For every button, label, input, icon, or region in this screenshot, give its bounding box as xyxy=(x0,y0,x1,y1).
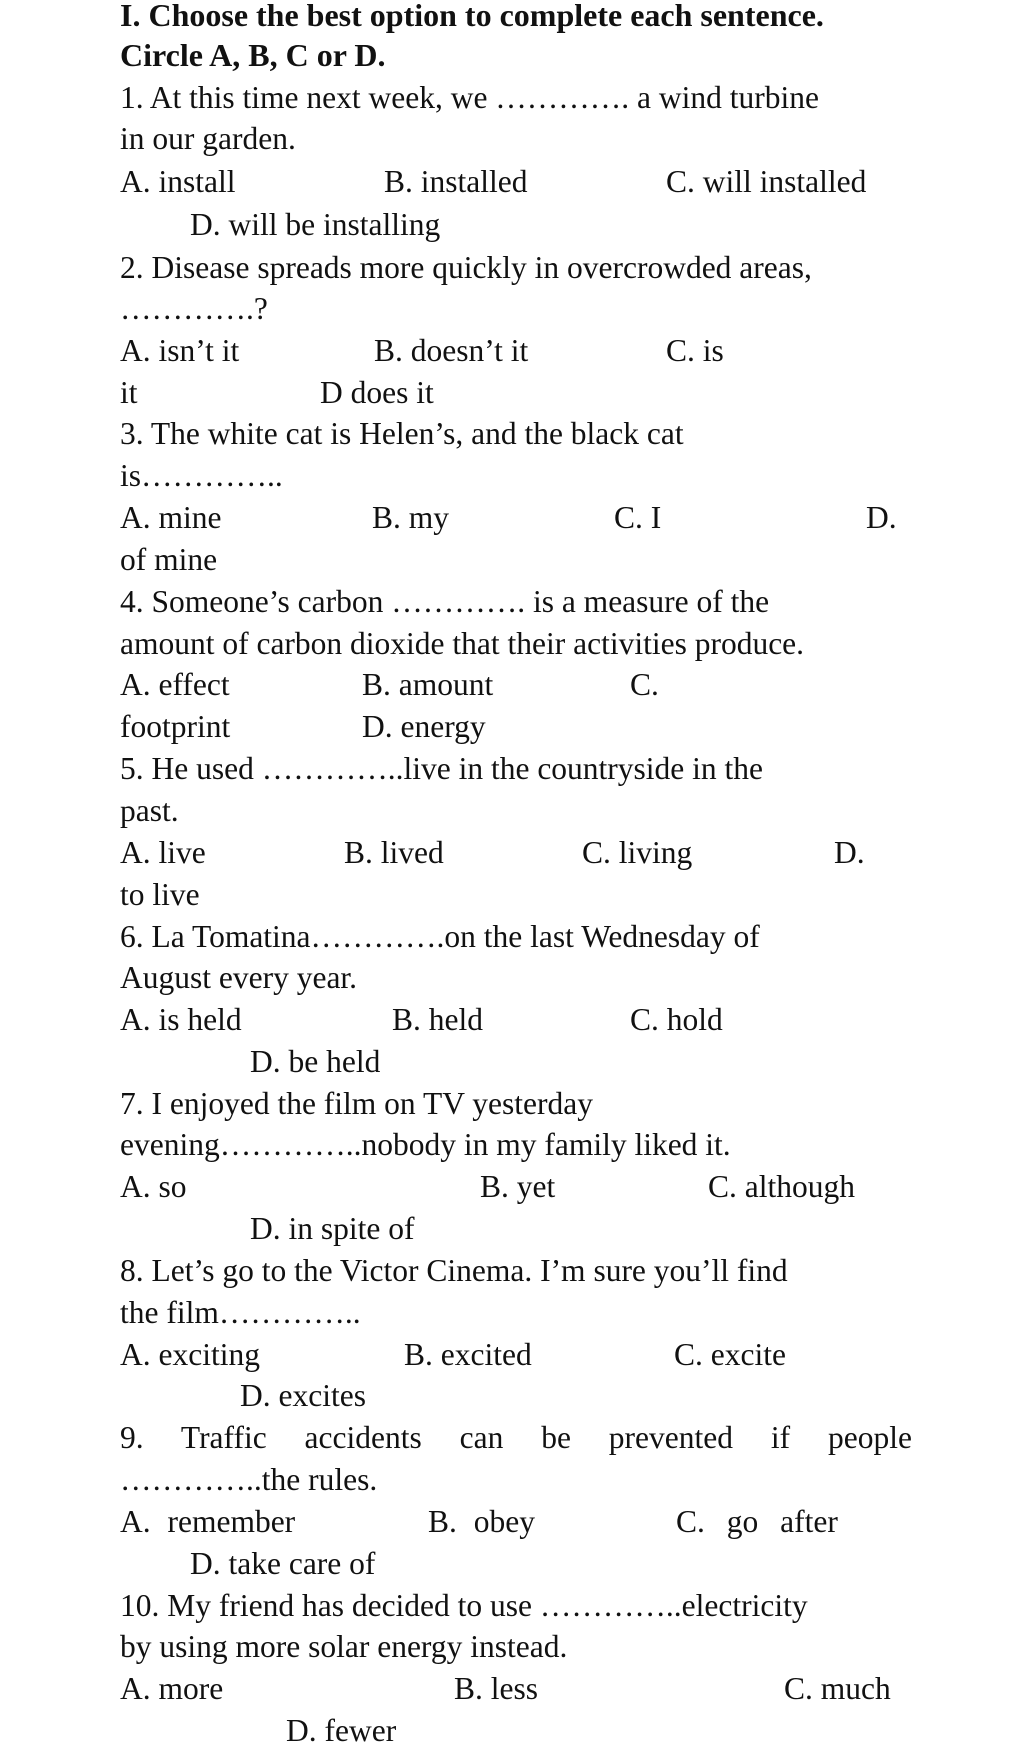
question-text: 5. He used …………..live in the countryside in the xyxy=(120,751,764,786)
option-a[interactable]: A. more xyxy=(120,1671,224,1706)
option-c[interactable]: C. excite xyxy=(674,1337,786,1372)
option-d[interactable]: D. xyxy=(834,835,865,870)
option-d[interactable]: D. fewer xyxy=(286,1713,397,1748)
option-c[interactable]: C. much xyxy=(784,1671,891,1706)
option-c[interactable]: C. will installed xyxy=(666,164,867,199)
option-d[interactable]: D. take care of xyxy=(190,1546,376,1581)
question-text: August every year. xyxy=(120,960,358,995)
option-d[interactable]: D. xyxy=(866,500,897,535)
question-text: in our garden. xyxy=(120,121,296,156)
option-a[interactable]: A. install xyxy=(120,164,236,199)
option-b[interactable]: B. less xyxy=(454,1671,539,1706)
option-a[interactable]: A. remember xyxy=(120,1504,296,1539)
question-text: amount of carbon dioxide that their activities produce. xyxy=(120,626,805,661)
heading-line-2: Circle A, B, C or D. xyxy=(120,37,386,73)
question-text: 7. I enjoyed the film on TV yesterday xyxy=(120,1086,593,1121)
option-a[interactable]: A. isn’t it xyxy=(120,333,240,368)
question-text: 8. Let’s go to the Victor Cinema. I’m sure you’ll find xyxy=(120,1253,788,1288)
option-c[interactable]: C. xyxy=(630,667,659,702)
option-a[interactable]: A. live xyxy=(120,835,206,870)
question-text: the film………….. xyxy=(120,1295,361,1330)
question-text: 2. Disease spreads more quickly in overcrowded areas, xyxy=(120,250,812,285)
option-a[interactable]: A. mine xyxy=(120,500,222,535)
option-c[interactable]: C. I xyxy=(614,500,662,535)
option-b[interactable]: B. doesn’t it xyxy=(374,333,529,368)
question-text: past. xyxy=(120,793,179,828)
option-c[interactable]: C. go after xyxy=(676,1504,838,1539)
option-d-continued: of mine xyxy=(120,542,218,577)
question-text: 6. La Tomatina………….on the last Wednesday of xyxy=(120,919,760,954)
question-text: 4. Someone’s carbon …………. is a measure of the xyxy=(120,584,770,619)
option-b[interactable]: B. excited xyxy=(404,1337,532,1372)
option-b[interactable]: B. amount xyxy=(362,667,494,702)
question-text: …………..the rules. xyxy=(120,1462,378,1497)
option-b[interactable]: B. lived xyxy=(344,835,444,870)
option-b[interactable]: B. installed xyxy=(384,164,528,199)
option-d[interactable]: D. in spite of xyxy=(250,1211,415,1246)
question-text: 3. The white cat is Helen’s, and the black cat xyxy=(120,416,684,451)
option-c[interactable]: C. hold xyxy=(630,1002,723,1037)
question-text: by using more solar energy instead. xyxy=(120,1629,568,1664)
option-c[interactable]: C. is xyxy=(666,333,724,368)
option-d[interactable]: D does it xyxy=(320,375,434,410)
option-b[interactable]: B. obey xyxy=(428,1504,535,1539)
option-c[interactable]: C. although xyxy=(708,1169,855,1204)
question-text: ………….? xyxy=(120,291,268,326)
question-text: 9. Traffic accidents can be prevented if people xyxy=(120,1420,912,1455)
option-b[interactable]: B. yet xyxy=(480,1169,556,1204)
heading-line-1: I. Choose the best option to complete each sentence. xyxy=(120,0,824,33)
option-b[interactable]: B. held xyxy=(392,1002,483,1037)
option-a[interactable]: A. effect xyxy=(120,667,230,702)
option-a[interactable]: A. so xyxy=(120,1169,187,1204)
option-a[interactable]: A. is held xyxy=(120,1002,242,1037)
option-d-continued: to live xyxy=(120,877,200,912)
option-a[interactable]: A. exciting xyxy=(120,1337,260,1372)
option-c-continued: it xyxy=(120,375,138,410)
option-d[interactable]: D. excites xyxy=(240,1378,366,1413)
option-d[interactable]: D. energy xyxy=(362,709,486,744)
question-text: is………….. xyxy=(120,458,283,493)
option-b[interactable]: B. my xyxy=(372,500,450,535)
question-text: 10. My friend has decided to use …………..electricity xyxy=(120,1588,808,1623)
question-text: 1. At this time next week, we …………. a wind turbine xyxy=(120,80,820,115)
option-c-continued: footprint xyxy=(120,709,231,744)
option-d[interactable]: D. will be installing xyxy=(190,207,441,242)
option-c[interactable]: C. living xyxy=(582,835,693,870)
option-d[interactable]: D. be held xyxy=(250,1044,381,1079)
question-text: evening…………..nobody in my family liked it. xyxy=(120,1127,731,1162)
